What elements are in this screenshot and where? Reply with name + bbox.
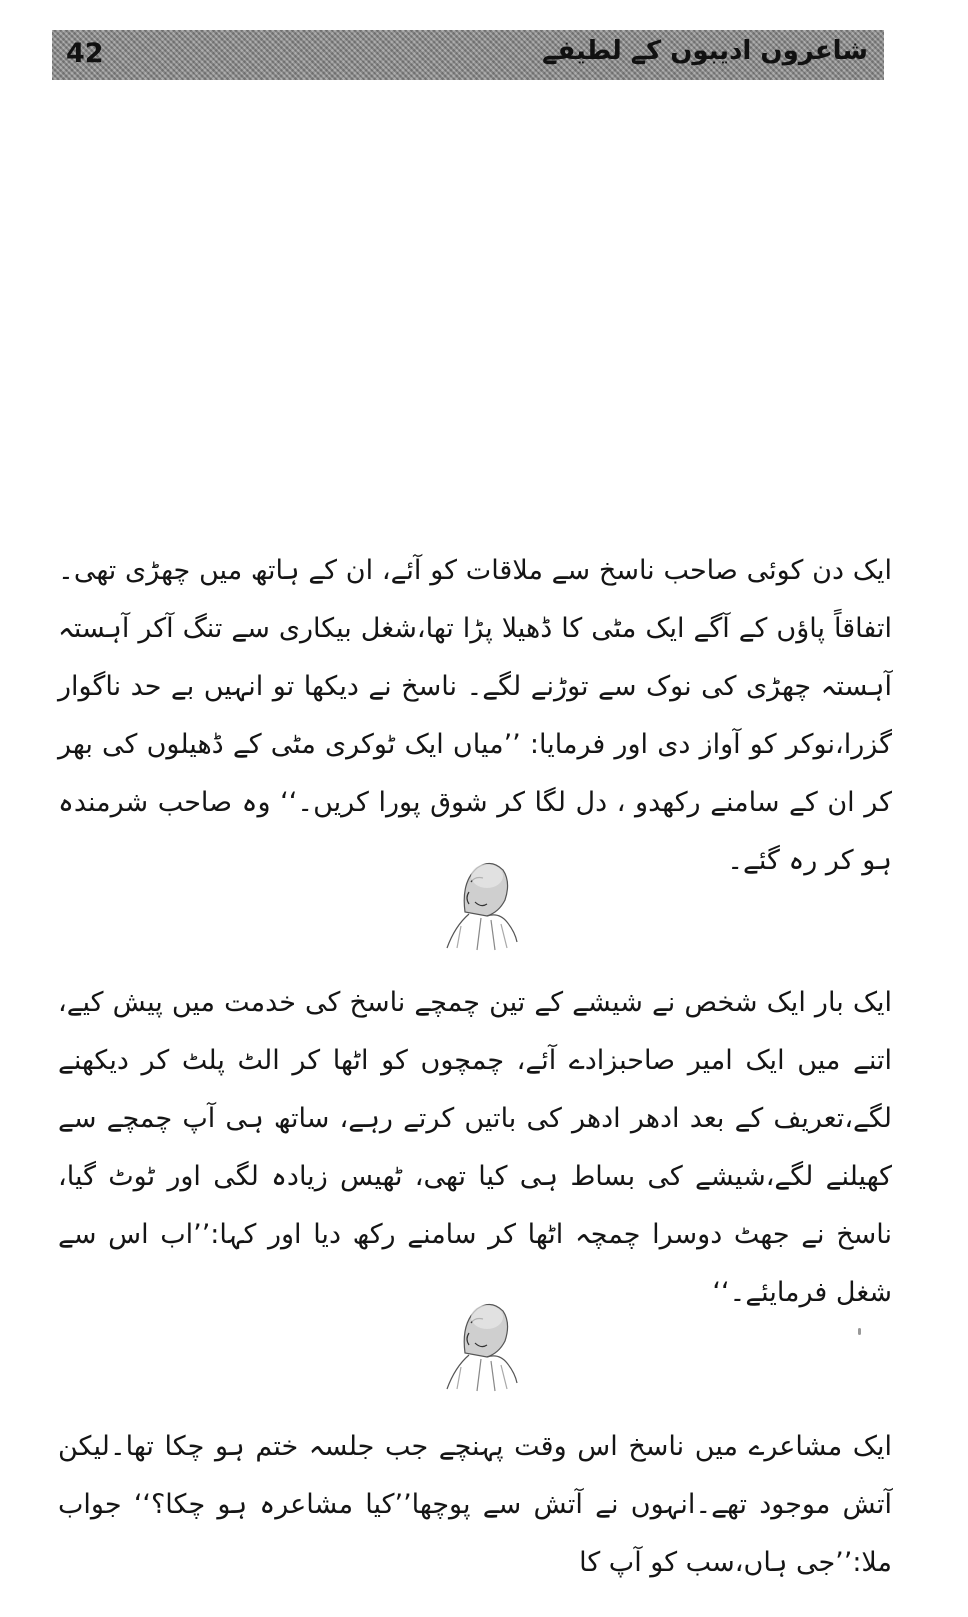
portrait-sketch-icon — [425, 1283, 545, 1393]
anecdote-paragraph: ایک دن کوئی صاحب ناسخ سے ملاقات کو آئے، ان کے ہاتھ میں چھڑی تھی۔ اتفاقاً پاؤں کے آگے ایک مٹی کا ڈھیلا پڑا تھا،شغل بیکاری سے تنگ آکر آہستہ آہستہ چھڑی کی نوک سے توڑنے لگے۔ ناسخ نے دیکھا تو انہیں بے حد ناگوار گزرا،نوکر کو آواز دی اور فرمایا: ’’میاں ایک ٹوکری مٹی کے ڈھیلوں کی بھر کر ان کے سامنے رکھدو ، دل لگا کر شوق پورا کریں۔‘‘ وہ صاحب شرمندہ ہو کر رہ گئے۔ — [58, 555, 892, 876]
portrait-sketch-icon — [425, 842, 545, 952]
portrait-sketch-figure — [425, 842, 545, 952]
page-number: 42 — [66, 38, 104, 69]
anecdote-paragraph: ایک مشاعرے میں ناسخ اس وقت پہنچے جب جلسہ ختم ہو چکا تھا۔لیکن آتش موجود تھے۔انہوں نے آتش سے پوچھا’’کیا مشاعرہ ہو چکا؟‘‘ جواب ملا:’’جی ہاں،سب کو آپ کا — [58, 1431, 892, 1578]
book-title: شاعروں ادیبوں کے لطیفے — [542, 36, 868, 66]
scan-speck — [858, 1328, 861, 1335]
portrait-sketch-figure — [425, 1283, 545, 1393]
anecdote-paragraph: ایک بار ایک شخص نے شیشے کے تین چمچے ناسخ کی خدمت میں پیش کیے، اتنے میں ایک امیر صاحبزادے آئے، چمچوں کو اٹھا کر الٹ پلٹ کر دیکھنے لگے،تعریف کے بعد ادھر ادھر کی باتیں کرتے رہے، ساتھ ہی آپ چمچے سے کھیلنے لگے،شیشے کی بساط ہی کیا تھی، ٹھیس زیادہ لگی اور ٹوٹ گیا، ناسخ نے جھٹ دوسرا چمچہ اٹھا کر سامنے رکھ دیا اور کہا:’’اب اس سے شغل فرمایئے۔‘‘ — [58, 987, 892, 1308]
running-header — [52, 30, 884, 80]
